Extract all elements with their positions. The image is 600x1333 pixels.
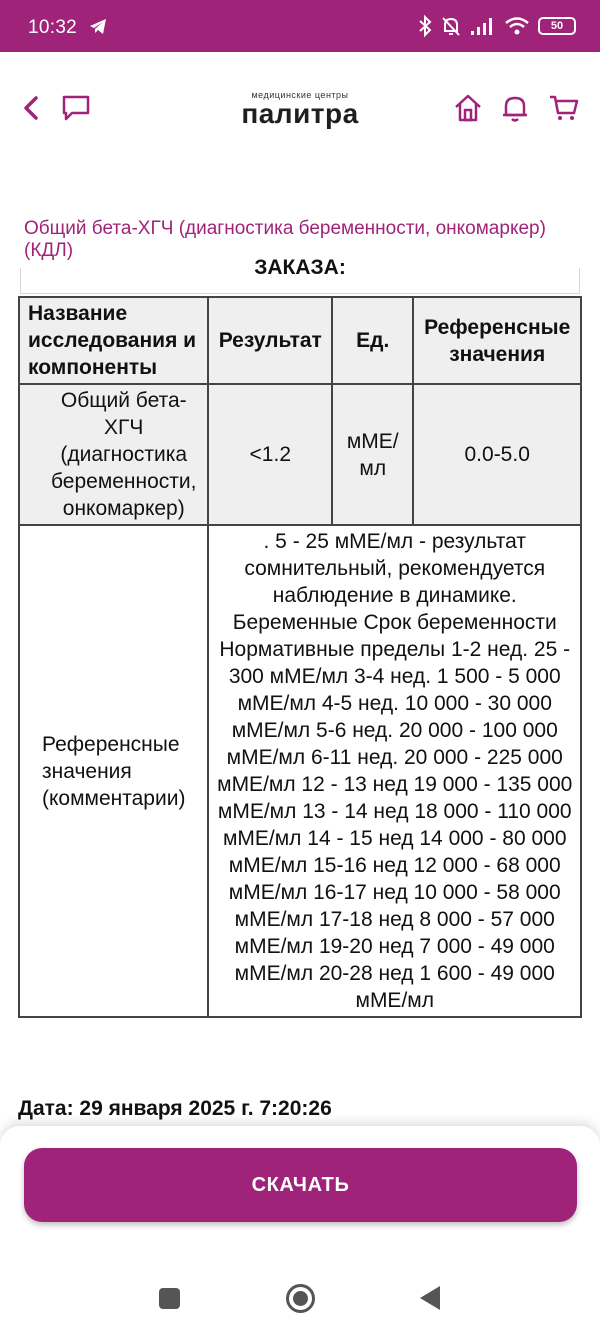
cell-comment-text: . 5 - 25 мМЕ/мл - результат сомнительный, рекомендуется наблюдение в динамике. Беременные Срок беременности Нормативные пределы 1-2 нед. 25 - 300 мМЕ/мл 3-4 нед. 1 500 - 5 000 мМЕ/мл 4-5 нед. 10 000 - 30 000 мМЕ/мл 5-6 нед. 20 000 - 100 000 мМЕ/мл 6-11 нед. 20 000 - 225 000 мМЕ/мл 12 - 13 нед 19 000 - 135 000 мМЕ/мл 13 - 14 нед 18 000 - 110 000 мМЕ/мл 14 - 15 нед 14 000 - 80 000 мМЕ/мл 15-16 нед 12 000 - 68 000 мМЕ/мл 16-17 нед 10 000 - 58 000 мМЕ/мл 17-18 нед 8 000 - 57 000 мМЕ/мл 19-20 нед 7 000 - 49 000 мМЕ/мл 20-28 нед 1 600 - 49 000 мМЕ/мл	[208, 525, 581, 1017]
logo-subtitle: медицинские центры	[251, 90, 349, 100]
home-nav-icon[interactable]	[286, 1284, 315, 1313]
cell-unit: мМЕ/мл	[332, 384, 413, 525]
results-table	[18, 296, 582, 1018]
test-title: Общий бета-ХГЧ (диагностика беременности, онкомаркер) (КДЛ)	[24, 218, 546, 261]
brand-logo[interactable]	[220, 90, 380, 128]
back-chevron-icon[interactable]	[16, 92, 48, 124]
column-header-reference: Референсные значения	[413, 297, 581, 384]
telegram-icon	[88, 17, 108, 37]
cart-icon[interactable]	[548, 92, 580, 124]
status-time: 10:32	[28, 17, 78, 38]
battery-level: 50	[550, 20, 564, 32]
chat-icon[interactable]	[60, 92, 92, 124]
cell-test-name: Общий бета-ХГЧ (диагностика беременности, онкомаркер)	[19, 384, 208, 525]
table-row-comments	[19, 525, 581, 1017]
battery-icon	[538, 17, 576, 35]
cut-heading-text: ЗАКАЗА:	[254, 256, 346, 279]
column-header-unit: Ед.	[332, 297, 413, 384]
system-nav-bar	[0, 1266, 600, 1333]
result-document[interactable]	[18, 256, 582, 1068]
table-row	[19, 384, 581, 525]
cell-result: <1.2	[208, 384, 332, 525]
status-bar	[0, 0, 600, 52]
signal-icon	[470, 16, 496, 36]
logo-title: палитра	[241, 98, 359, 129]
table-header-row	[19, 297, 581, 384]
column-header-result: Результат	[208, 297, 332, 384]
home-icon[interactable]	[452, 92, 484, 124]
bell-icon[interactable]	[499, 92, 531, 124]
bottom-sheet	[0, 1126, 600, 1266]
status-icons	[418, 14, 576, 38]
wifi-icon	[504, 16, 530, 36]
bell-muted-icon	[440, 15, 462, 37]
cell-reference: 0.0-5.0	[413, 384, 581, 525]
recents-icon[interactable]	[159, 1288, 180, 1309]
result-date: Дата: 29 января 2025 г. 7:20:26	[18, 1097, 332, 1120]
back-nav-icon[interactable]	[420, 1286, 440, 1310]
app-header	[0, 52, 600, 172]
bluetooth-icon	[418, 15, 432, 37]
cell-comment-label: Референсные значения (комментарии)	[19, 525, 208, 1017]
download-button[interactable]: СКАЧАТЬ	[24, 1148, 577, 1222]
column-header-name: Название исследования и компоненты	[19, 297, 208, 384]
document-cut-heading	[20, 256, 580, 294]
